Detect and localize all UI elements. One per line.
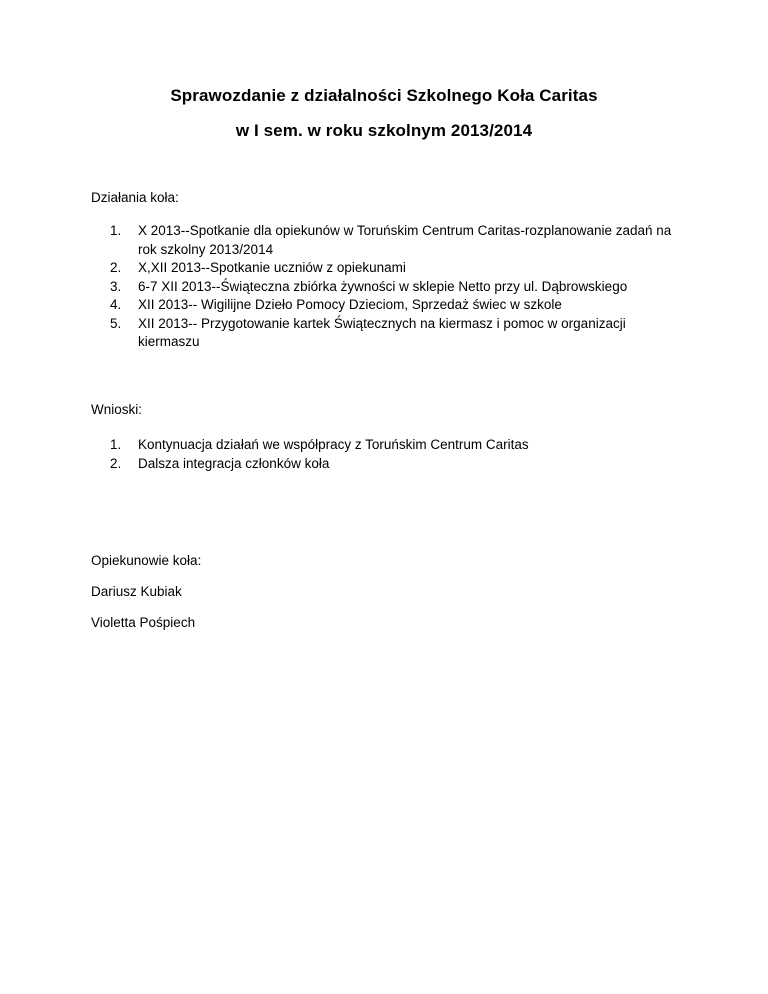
list-item-number: 5.	[110, 315, 122, 331]
list-item	[91, 436, 681, 455]
list-item-number: 2.	[110, 260, 122, 275]
list-item	[91, 455, 681, 474]
list-item	[91, 296, 681, 315]
list-item-number: 2.	[110, 455, 122, 471]
list-item-text: XII 2013-- Wigilijne Dzieło Pomocy Dzieciom, Sprzedaż świec w szkole	[138, 297, 562, 312]
conclusions-list	[91, 436, 681, 473]
guardian-name: Violetta Pośpiech	[91, 615, 196, 630]
list-item-text: X 2013--Spotkanie dla opiekunów w Toruńskim Centrum Caritas-rozplanowanie zadań na rok szkolny 2013/2014	[138, 223, 672, 257]
list-item-text: X,XII 2013--Spotkanie uczniów z opiekunami	[138, 260, 406, 275]
list-item-text: Kontynuacja działań we współpracy z Toruńskim Centrum Caritas	[138, 437, 529, 452]
list-item-text: XII 2013-- Przygotowanie kartek Świątecznych na kiermasz i pomoc w organizacji kiermaszu	[138, 315, 626, 349]
conclusions-heading: Wnioski:	[91, 402, 143, 417]
list-item	[91, 278, 681, 297]
list-item	[91, 222, 681, 259]
list-item-text: 6-7 XII 2013--Świąteczna zbiórka żywności w sklepie Netto przy ul. Dąbrowskiego	[138, 278, 628, 294]
guardians-heading: Opiekunowie koła:	[91, 553, 202, 568]
guardian-name: Dariusz Kubiak	[91, 584, 182, 599]
list-item-number: 1.	[110, 437, 122, 452]
list-item-number: 1.	[110, 223, 122, 238]
list-item-number: 4.	[110, 297, 122, 312]
list-item-number: 3.	[110, 278, 122, 294]
list-item	[91, 259, 681, 278]
list-item-text: Dalsza integracja członków koła	[138, 455, 330, 471]
actions-heading: Działania koła:	[91, 190, 179, 205]
document-title: Sprawozdanie z działalności Szkolnego Koła Caritas	[170, 86, 598, 105]
list-item	[91, 315, 681, 352]
actions-list	[91, 222, 681, 352]
document-subtitle: w I sem. w roku szkolnym 2013/2014	[235, 121, 533, 140]
